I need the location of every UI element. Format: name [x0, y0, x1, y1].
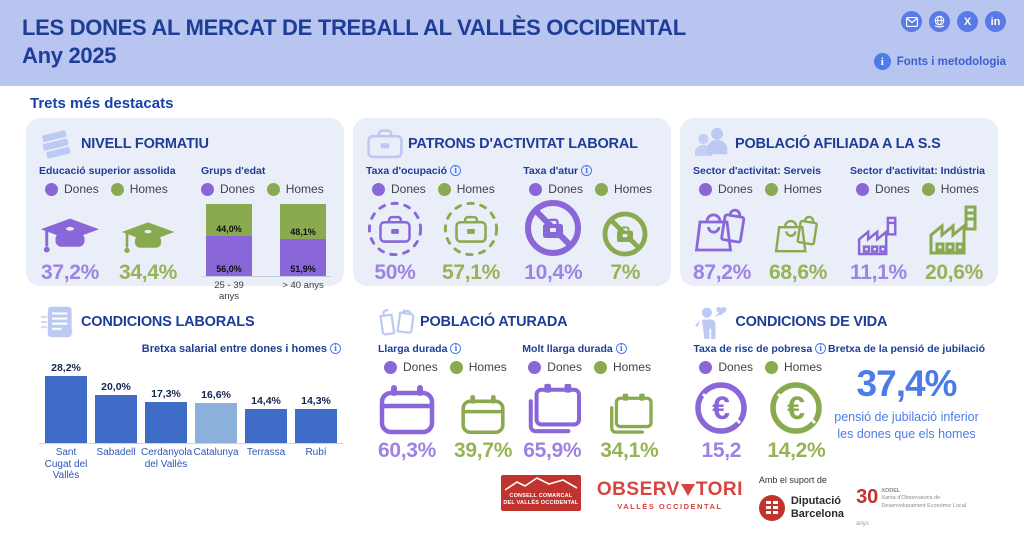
homes-label: Homes — [784, 360, 823, 374]
x-twitter-icon[interactable] — [957, 11, 978, 32]
dones-label: Dones — [718, 360, 754, 374]
stat-homes — [454, 380, 512, 463]
grups-edat-label: Grups d'edat — [201, 165, 266, 177]
info-icon[interactable]: i — [330, 343, 341, 354]
stat-homes — [769, 202, 827, 285]
educacio-dones-value: 37,2% — [40, 261, 100, 284]
bretxa-pensio-block — [828, 343, 985, 463]
dones-dot — [528, 361, 541, 374]
stat-pair — [693, 202, 828, 285]
taxa-ocupacio-label: Taxa d'ocupació i — [366, 165, 501, 177]
x-glyph: X — [963, 15, 972, 28]
dones-label: Dones — [875, 182, 910, 196]
dones-label: Dones — [403, 360, 438, 374]
homes-label: Homes — [456, 182, 495, 196]
homes-label: Homes — [285, 182, 324, 196]
bar-group — [291, 359, 341, 443]
industria-homes-value: 20,6% — [924, 261, 983, 284]
x-tick-label: Terrassa — [246, 447, 286, 458]
homes-label: Homes — [783, 182, 822, 196]
panel-body — [693, 165, 985, 285]
stat-dones — [850, 202, 907, 285]
homes-label: Homes — [129, 182, 168, 196]
serveis-dones-value: 87,2% — [693, 261, 752, 284]
svg-text:€: € — [787, 390, 806, 426]
homes-dot — [111, 183, 124, 196]
dones-segment — [206, 236, 252, 276]
bar-group — [241, 359, 291, 443]
section-condicions-laborals — [26, 296, 356, 481]
stat-pair — [850, 202, 985, 285]
xodel-30-anys-logo — [856, 488, 966, 527]
panel-head — [39, 305, 343, 339]
web-globe-icon[interactable] — [929, 11, 950, 32]
bar-value: 16,6% — [201, 389, 231, 401]
info-icon[interactable]: i — [450, 343, 461, 354]
stacked-calendars-icon — [522, 380, 582, 436]
info-icon[interactable]: i — [815, 343, 826, 354]
pensio-gap-caption — [828, 409, 985, 443]
bar-group — [91, 359, 141, 443]
broken-briefcase-icon — [378, 305, 416, 339]
homes-segment — [206, 204, 252, 236]
stat-homes — [925, 202, 983, 285]
llarga-durada-block — [378, 343, 513, 463]
stat-pair — [522, 380, 658, 463]
dones-dot — [201, 183, 214, 196]
calendar-icon — [460, 380, 506, 436]
bar-value: 17,3% — [151, 388, 181, 400]
section-heading: Trets més destacats — [30, 95, 174, 112]
bar — [245, 409, 287, 443]
x-tick-label: > 40 anys — [282, 280, 324, 291]
dones-segment-label: 56,0% — [216, 264, 242, 274]
linkedin-glyph: in — [990, 15, 1001, 28]
page-title-line1: LES DONES AL MERCAT DE TREBALL AL VALLÈS OCCIDENTAL — [22, 15, 686, 40]
homes-dot — [450, 361, 463, 374]
panel-body — [378, 343, 658, 463]
diputacio-barcelona-text: Diputació Barcelona — [790, 495, 845, 520]
llarga-durada-label: Llarga durada i — [378, 343, 513, 355]
sector-serveis-label: Sector d'activitat: Serveis — [693, 165, 821, 177]
legend — [529, 182, 658, 196]
llarga-dones-value: 60,3% — [378, 439, 437, 462]
panel-body — [693, 343, 985, 463]
atur-homes-value: 7% — [610, 261, 641, 284]
linkedin-icon[interactable] — [985, 11, 1006, 32]
dones-label: Dones — [220, 182, 255, 196]
panel-head — [39, 127, 331, 161]
pensio-gap-value: 37,4% — [856, 363, 957, 404]
section-condicions-de-vida — [680, 296, 998, 462]
molt-llarga-durada-label: Molt llarga durada i — [522, 343, 658, 355]
dones-segment-label: 51,9% — [290, 264, 316, 274]
footer-logos — [0, 475, 966, 527]
no-work-briefcase-icon — [523, 202, 583, 258]
stat-pair — [523, 202, 658, 285]
bar — [145, 402, 187, 443]
stat-pair — [39, 202, 177, 285]
sector-industria-block — [850, 165, 985, 285]
educacio-label: Educació superior assolida — [39, 165, 176, 177]
info-icon: i — [874, 53, 891, 70]
atur-dones-value: 10,4% — [524, 261, 583, 284]
support-block — [759, 475, 966, 527]
panel-head — [693, 305, 985, 339]
sector-industria-label: Sector d'activitat: Indústria — [850, 165, 985, 177]
dones-label: Dones — [547, 360, 582, 374]
sector-serveis-block — [693, 165, 828, 285]
info-icon[interactable]: i — [581, 165, 592, 176]
bar-value: 14,3% — [301, 395, 331, 407]
svg-text:€: € — [712, 390, 731, 426]
homes-dot — [765, 183, 778, 196]
info-icon[interactable]: i — [450, 165, 461, 176]
homes-dot — [438, 183, 451, 196]
person-heart-icon — [693, 305, 731, 339]
bar — [45, 376, 87, 443]
dones-dot — [529, 183, 542, 196]
stat-homes — [767, 380, 825, 463]
stat-dones — [522, 380, 582, 463]
social-links — [901, 11, 1006, 32]
legend — [201, 182, 331, 196]
risc-pobresa-block — [693, 343, 828, 463]
page-title-line2: Any 2025 — [22, 42, 117, 68]
books-icon — [39, 127, 77, 161]
panel-nivell-formatiu — [26, 118, 344, 302]
factory-icon — [926, 202, 982, 258]
homes-dot — [595, 183, 608, 196]
stat-pair — [378, 380, 513, 463]
observatori-logo — [597, 479, 743, 511]
panel-head — [378, 305, 658, 339]
mountain-outline — [505, 477, 577, 491]
panel-title: POBLACIÓ AFILIADA A LA S.S — [735, 136, 941, 152]
bar-value: 14,4% — [251, 395, 281, 407]
observatori-subtitle: VALLÈS OCCIDENTAL — [617, 502, 723, 511]
taxa-atur-label: Taxa d'atur i — [523, 165, 658, 177]
email-icon[interactable] — [901, 11, 922, 32]
homes-label: Homes — [612, 360, 651, 374]
panel-title: PATRONS D'ACTIVITAT LABORAL — [408, 136, 638, 152]
panel-body — [366, 165, 658, 285]
section-poblacio-aturada — [365, 296, 671, 462]
dones-label: Dones — [718, 182, 753, 196]
taxa-atur-block — [523, 165, 658, 285]
stat-homes — [442, 202, 500, 285]
legend — [372, 182, 501, 196]
fonts-metodologia-link[interactable] — [874, 53, 1006, 70]
pobresa-dones-value: 15,2 — [701, 439, 742, 462]
stat-pair — [693, 380, 828, 463]
dones-dot — [45, 183, 58, 196]
stat-dones — [693, 380, 749, 463]
euro-circle-icon — [693, 380, 749, 436]
molt-llarga-durada-block — [522, 343, 658, 463]
homes-segment-label: 48,1% — [290, 227, 316, 237]
stat-dones — [378, 380, 436, 463]
fonts-metodologia-label: Fonts i metodologia — [896, 55, 1006, 68]
llarga-homes-value: 39,7% — [454, 439, 513, 462]
legend — [384, 360, 513, 374]
homes-dot — [922, 183, 935, 196]
x-tick-label: Sabadell — [96, 447, 136, 458]
shopping-bag-icon — [774, 202, 822, 258]
legend — [699, 360, 828, 374]
diputacio-barcelona-emblem — [759, 495, 785, 521]
grups-edat-block — [201, 165, 331, 302]
panel-patrons-activitat — [353, 118, 671, 286]
homes-dot — [267, 183, 280, 196]
stacked-calendars-icon — [605, 380, 653, 436]
briefcase-icon — [366, 127, 404, 161]
legend — [699, 182, 828, 196]
triangle-a-icon — [681, 484, 695, 496]
top-row — [26, 118, 998, 302]
bar-group — [191, 359, 241, 443]
x-tick-label: 25 - 39 anys — [214, 280, 244, 302]
bretxa-pensio-label: Bretxa de la pensió de jubilació — [828, 343, 985, 355]
panel-head — [366, 127, 658, 161]
x-tick-label: Sant Cugat del Vallès — [44, 447, 88, 481]
serveis-homes-value: 68,6% — [769, 261, 828, 284]
bar-value: 20,0% — [101, 381, 131, 393]
dones-label: Dones — [64, 182, 99, 196]
panel-body — [39, 165, 331, 302]
panel-head — [693, 127, 985, 161]
briefcase-dashed-circle-icon — [442, 202, 500, 258]
ocupacio-homes-value: 57,1% — [442, 261, 501, 284]
panel-title: NIVELL FORMATIU — [81, 136, 209, 152]
dones-label: Dones — [548, 182, 583, 196]
bretxa-salarial-chart — [39, 359, 343, 444]
x-tick-label: Rubí — [305, 447, 327, 458]
molt-llarga-dones-value: 65,9% — [523, 439, 582, 462]
support-label: Amb el suport de — [758, 475, 827, 485]
panel-title: CONDICIONS LABORALS — [81, 314, 255, 330]
x-axis-labels — [39, 447, 343, 482]
bar — [95, 395, 137, 443]
homes-segment-label: 44,0% — [216, 224, 242, 234]
graduation-cap-icon — [120, 202, 176, 258]
molt-llarga-homes-value: 34,1% — [600, 439, 659, 462]
briefcase-dashed-circle-icon — [366, 202, 424, 258]
caption-line2: les dones que els homes — [837, 426, 976, 441]
consell-comarcal-text: CONSELL COMARCAL DEL VALLÈS OCCIDENTAL — [503, 492, 579, 506]
observatori-wordmark: OBSERV TORI — [596, 479, 743, 500]
taxa-ocupacio-block — [366, 165, 501, 285]
dones-dot — [699, 361, 712, 374]
anys-number: 30 — [856, 486, 879, 508]
info-icon[interactable]: i — [616, 343, 627, 354]
homes-label: Homes — [468, 360, 507, 374]
factory-icon — [855, 202, 901, 258]
risc-pobresa-label: Taxa de risc de pobresa i — [693, 343, 828, 355]
document-icon — [39, 305, 77, 339]
stacked-bar-40plus — [279, 202, 327, 276]
homes-dot — [765, 361, 778, 374]
calendar-icon — [378, 380, 436, 436]
homes-segment — [280, 204, 326, 239]
stat-homes — [119, 202, 177, 285]
stacked-bar-25-39 — [205, 202, 253, 276]
panel-title: POBLACIÓ ATURADA — [420, 314, 568, 330]
stat-pair — [366, 202, 501, 285]
stat-dones — [366, 202, 424, 285]
stat-dones — [39, 202, 101, 285]
x-tick-label: Catalunya — [193, 447, 239, 458]
bretxa-salarial-label: Bretxa salarial entre dones i homes i — [39, 343, 341, 355]
stat-homes — [601, 202, 649, 285]
xodel-text: XODEL Xarxa d'Observatoris de Desenvolupament Econòmic Local — [881, 488, 966, 509]
people-icon — [693, 127, 731, 161]
bar — [295, 409, 337, 443]
page-header — [0, 0, 1024, 86]
legend — [45, 182, 177, 196]
euro-circle-icon — [768, 380, 824, 436]
homes-dot — [594, 361, 607, 374]
graduation-cap-icon — [39, 202, 101, 258]
stat-dones — [693, 202, 751, 285]
bar-group — [141, 359, 191, 443]
stat-homes — [600, 380, 658, 463]
bar-group — [41, 359, 91, 443]
legend — [528, 360, 658, 374]
pobresa-homes-value: 14,2% — [767, 439, 826, 462]
ocupacio-dones-value: 50% — [374, 261, 416, 284]
dones-segment — [280, 239, 326, 276]
panel-poblacio-afiliada — [680, 118, 998, 286]
bar-highlight — [195, 403, 237, 443]
support-logos-row — [759, 488, 966, 527]
homes-label: Homes — [940, 182, 979, 196]
grups-edat-stacked-chart — [201, 202, 331, 277]
legend — [856, 182, 985, 196]
no-work-briefcase-icon — [601, 202, 649, 258]
homes-label: Homes — [613, 182, 652, 196]
consell-comarcal-logo — [501, 475, 581, 511]
industria-dones-value: 11,1% — [850, 261, 907, 284]
educacio-superior-block — [39, 165, 177, 302]
dones-label: Dones — [391, 182, 426, 196]
dones-dot — [384, 361, 397, 374]
x-tick-label: Cerdanyola del Vallès — [141, 447, 193, 470]
panel-title: CONDICIONS DE VIDA — [735, 314, 888, 330]
dones-dot — [372, 183, 385, 196]
dones-dot — [699, 183, 712, 196]
caption-line1: pensió de jubilació inferior — [834, 410, 979, 424]
dones-dot — [856, 183, 869, 196]
stat-dones — [523, 202, 583, 285]
anys-label: anys — [856, 521, 869, 527]
shopping-bag-icon — [694, 202, 750, 258]
bar-value: 28,2% — [51, 362, 81, 374]
educacio-homes-value: 34,4% — [119, 261, 178, 284]
